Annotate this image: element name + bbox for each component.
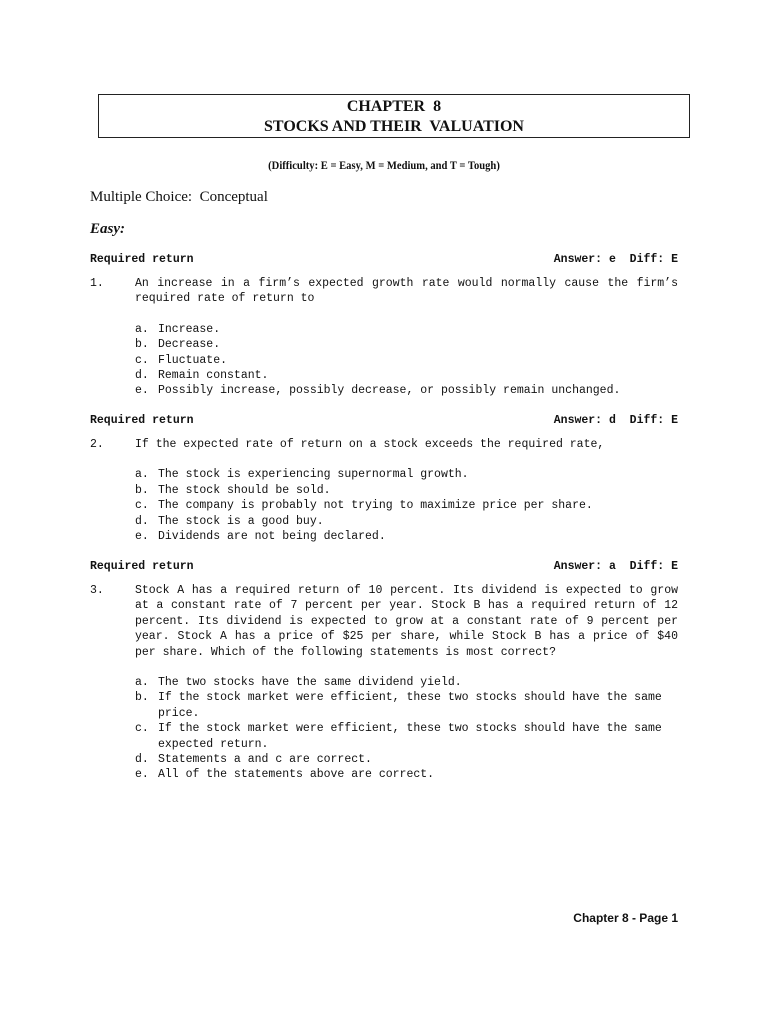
choice-item	[135, 353, 678, 368]
question-1	[90, 276, 678, 399]
choice-letter: e.	[135, 384, 149, 398]
choice-text: Increase.	[158, 322, 221, 336]
choice-item	[135, 529, 678, 544]
difficulty-note: (Difficulty: E = Easy, M = Medium, and T = Tough)	[268, 160, 500, 172]
question-1-header	[90, 253, 678, 266]
choice-item	[135, 383, 678, 398]
choice-letter: b.	[135, 338, 149, 352]
choice-letter: c.	[135, 499, 149, 513]
choice-item	[135, 675, 678, 690]
question-2-stem: If the expected rate of return on a stock exceeds the required rate,	[135, 438, 605, 451]
choice-item	[135, 322, 678, 337]
question-2-choices	[90, 467, 678, 544]
choice-text: The stock is a good buy.	[158, 514, 324, 528]
choice-letter: d.	[135, 753, 149, 767]
choice-letter: b.	[135, 483, 149, 497]
chapter-title-box	[98, 94, 690, 138]
question-1-topic: Required return	[90, 253, 194, 266]
question-2-header	[90, 414, 678, 427]
choice-text: Possibly increase, possibly decrease, or possibly remain unchanged.	[158, 384, 621, 398]
question-1-answer: Answer: e Diff: E	[553, 253, 678, 266]
question-3-header	[90, 560, 678, 573]
question-3-topic: Required return	[90, 560, 194, 573]
question-2-number: 2.	[90, 438, 104, 451]
choice-text: The stock should be sold.	[158, 483, 331, 497]
section-heading: Multiple Choice: Conceptual	[90, 189, 268, 205]
page-footer: Chapter 8 - Page 1	[573, 911, 678, 925]
question-2-answer: Answer: d Diff: E	[553, 414, 678, 427]
question-2-topic: Required return	[90, 414, 194, 427]
choice-item	[135, 690, 678, 721]
choice-text: Remain constant.	[158, 369, 269, 383]
choice-text: Statements a and c are correct.	[158, 753, 372, 767]
choice-item	[135, 721, 678, 752]
choice-item	[135, 514, 678, 529]
choice-item	[135, 368, 678, 383]
choice-letter: d.	[135, 369, 149, 383]
question-1-number: 1.	[90, 277, 104, 290]
choice-text: The company is probably not trying to maximize price per share.	[158, 499, 593, 513]
question-3-number: 3.	[90, 584, 104, 597]
choice-item	[135, 498, 678, 513]
choice-text: Decrease.	[158, 338, 221, 352]
choice-letter: a.	[135, 676, 149, 690]
choice-text: If the stock market were efficient, these two stocks should have the same expected return.	[158, 722, 662, 751]
choice-letter: a.	[135, 468, 149, 482]
question-1-stem: An increase in a firm’s expected growth rate would normally cause the firm’s required rate of return to	[135, 277, 678, 306]
question-3	[90, 583, 678, 783]
question-3-answer: Answer: a Diff: E	[553, 560, 678, 573]
choice-item	[135, 337, 678, 352]
choice-item	[135, 483, 678, 498]
question-3-stem: Stock A has a required return of 10 percent. Its dividend is expected to grow at a constant rate of 7 percent per year. Stock B has a required return of 12 percent. Its dividend is expected to grow at a constant rate of 9 percent per year. Stock A has a price of $25 per share, while Stock B has a price of $40 per share. Which of the following statements is most correct?	[135, 584, 678, 659]
chapter-number: CHAPTER 8	[346, 98, 442, 115]
choice-letter: a.	[135, 322, 149, 336]
choice-text: All of the statements above are correct.	[158, 768, 435, 782]
choice-text: Fluctuate.	[158, 353, 228, 367]
choice-text: The two stocks have the same dividend yield.	[158, 676, 462, 690]
choice-item	[135, 767, 678, 782]
choice-text: If the stock market were efficient, these two stocks should have the same price.	[158, 691, 662, 720]
choice-text: The stock is experiencing supernormal growth.	[158, 468, 469, 482]
choice-letter: c.	[135, 353, 149, 367]
choice-letter: e.	[135, 530, 149, 544]
chapter-title: STOCKS AND THEIR VALUATION	[264, 118, 524, 135]
choice-letter: b.	[135, 691, 149, 705]
question-2	[90, 437, 678, 544]
choice-letter: e.	[135, 768, 149, 782]
question-3-choices	[90, 675, 678, 783]
choice-item	[135, 752, 678, 767]
question-1-choices	[90, 322, 678, 399]
choice-text: Dividends are not being declared.	[158, 530, 386, 544]
choice-letter: c.	[135, 722, 149, 736]
choice-item	[135, 467, 678, 482]
choice-letter: d.	[135, 514, 149, 528]
section-subheading: Easy:	[90, 221, 125, 237]
